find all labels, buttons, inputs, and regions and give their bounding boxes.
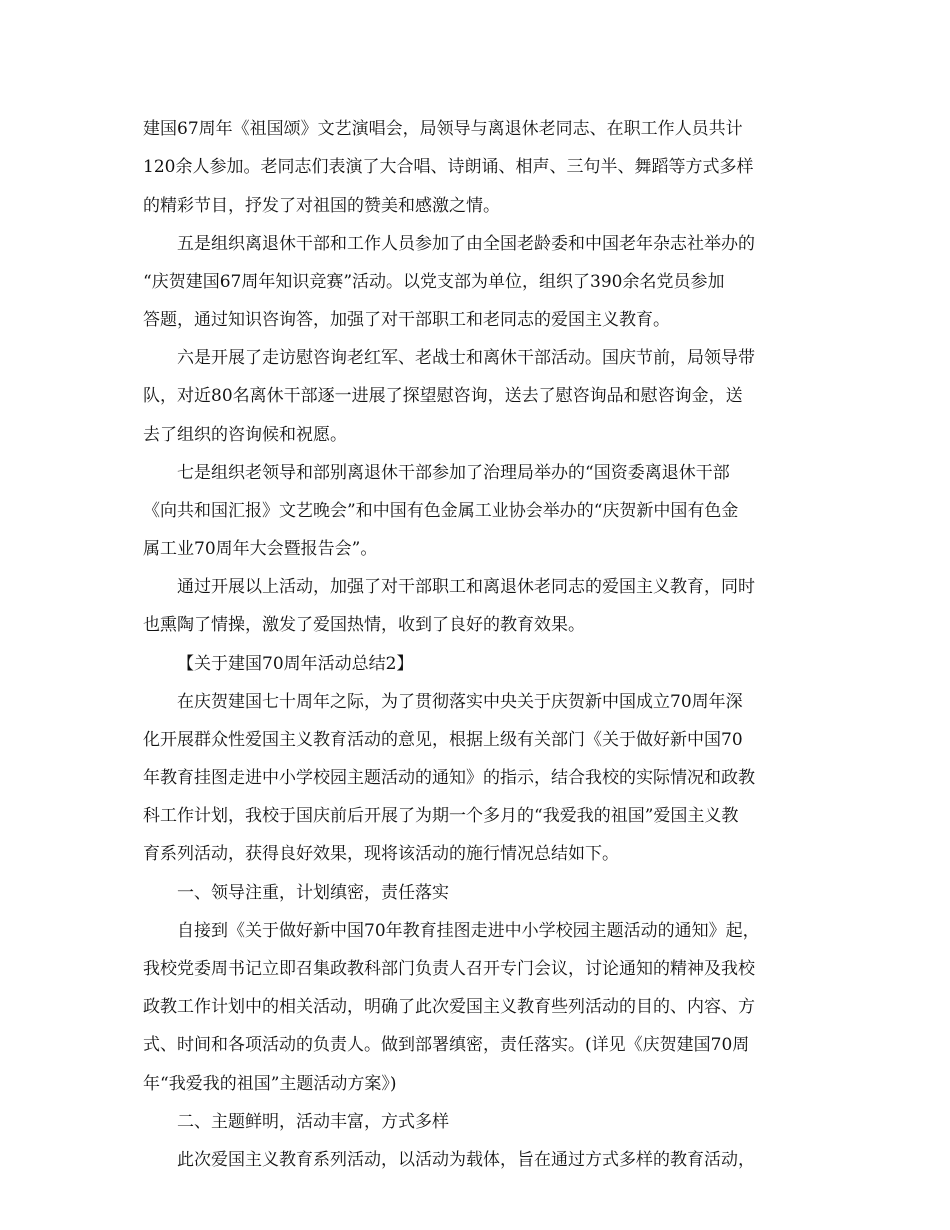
text-line: 五是组织离退休干部和工作人员参加了由全国老龄委和中国老年杂志社举办的 (177, 234, 755, 254)
text-line: “庆贺建国67周年知识竞赛”活动。以党支部为单位，组织了390余名党员参加 (143, 272, 725, 292)
text-line: 在庆贺建国七十周年之际，为了贯彻落实中央关于庆贺新中国成立70周年深 (177, 692, 743, 712)
subheading: 一、领导注重，计划缜密，责任落实 (177, 883, 449, 903)
text-line: 通过开展以上活动，加强了对干部职工和离退休老同志的爱国主义教育，同时 (177, 577, 755, 597)
section-heading: 【关于建国70周年活动总结2】 (177, 654, 414, 674)
text-line: 六是开展了走访慰咨询老红军、老战士和离休干部活动。国庆节前，局领导带 (177, 348, 755, 368)
text-line: 去了组织的咨询候和祝愿。 (143, 425, 347, 445)
text-line: 队，对近80名离休干部逐一进展了探望慰咨询，送去了慰咨询品和慰咨询金，送 (143, 386, 743, 406)
text-line: 也熏陶了情操，激发了爱国热情，收到了良好的教育效果。 (143, 615, 585, 635)
text-line: 自接到《关于做好新中国70年教育挂图走进中小学校园主题活动的通知》起， (177, 921, 760, 941)
text-line: 科工作计划，我校于国庆前后开展了为期一个多月的“我爱我的祖国”爱国主义教 (143, 806, 739, 826)
text-line: 建国67周年《祖国颂》文艺演唱会，局领导与离退休老同志、在职工作人员共计 (143, 119, 743, 139)
text-line: 120余人参加。老同志们表演了大合唱、诗朗诵、相声、三句半、舞蹈等方式多样 (143, 157, 754, 177)
subheading: 二、主题鲜明，活动丰富，方式多样 (177, 1112, 449, 1132)
text-line: 的精彩节目，抒发了对祖国的赞美和感激之情。 (143, 196, 500, 216)
text-line: 式、时间和各项活动的负责人。做到部署缜密，责任落实。(详见《庆贺建国70周 (143, 1035, 750, 1055)
text-line: 七是组织老领导和部别离退休干部参加了治理局举办的“国资委离退休干部 (177, 463, 730, 483)
text-line: 年教育挂图走进中小学校园主题活动的通知》的指示，结合我校的实际情况和政教 (143, 768, 755, 788)
text-line: 化开展群众性爱国主义教育活动的意见，根据上级有关部门《关于做好新中国70 (143, 730, 743, 750)
text-line: 此次爱国主义教育系列活动，以活动为载体，旨在通过方式多样的教育活动， (177, 1150, 755, 1170)
text-line: 我校党委周书记立即召集政教科部门负责人召开专门会议，讨论通知的精神及我校 (143, 959, 755, 979)
text-line: 属工业70周年大会暨报告会”。 (143, 539, 378, 559)
text-line: 年“我爱我的祖国”主题活动方案》) (143, 1074, 397, 1094)
text-line: 《向共和国汇报》文艺晚会”和中国有色金属工业协会举办的“庆贺新中国有色金 (143, 501, 739, 521)
text-line: 政教工作计划中的相关活动，明确了此次爱国主义教育些列活动的目的、内容、方 (143, 997, 755, 1017)
text-line: 答题，通过知识咨询答，加强了对干部职工和老同志的爱国主义教育。 (143, 310, 670, 330)
text-line: 育系列活动，获得良好效果，现将该活动的施行情况总结如下。 (143, 844, 619, 864)
